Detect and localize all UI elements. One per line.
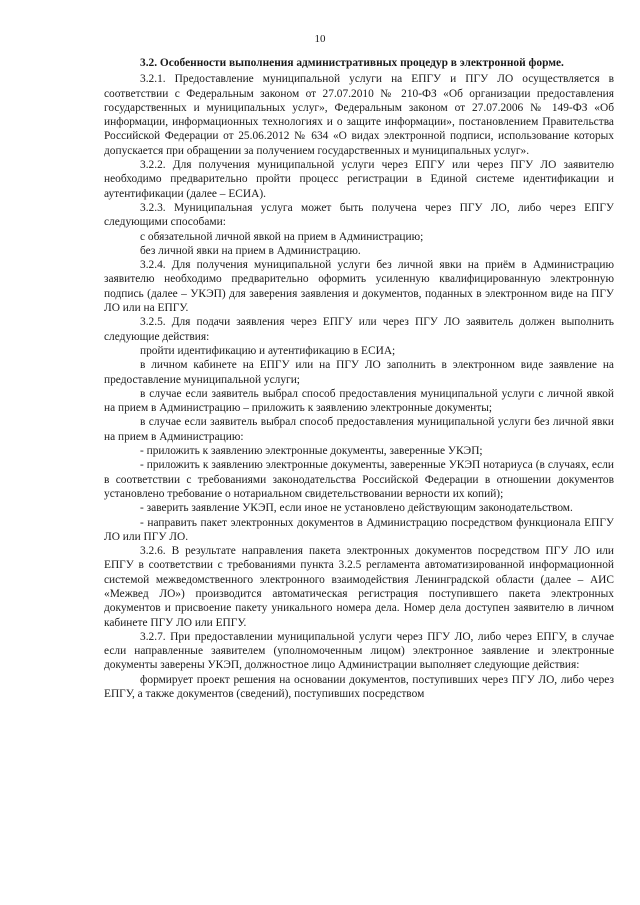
section-heading: 3.2. Особенности выполнения административных процедур в электронной форме.	[140, 57, 564, 69]
list-item-draft-decision: формирует проект решения на основании документов, поступивших через ПГУ ЛО, либо через ЕПГУ, а также документов (сведений), поступивших посредством	[104, 673, 614, 701]
list-item-with-visit-docs: в случае если заявитель выбрал способ предоставления муниципальной услуги с личной явкой на прием в Администрацию – приложить к заявлению электронные документы;	[104, 387, 614, 415]
paragraph-3-2-2: 3.2.2. Для получения муниципальной услуги через ЕПГУ или через ПГУ ЛО заявителю необходимо предварительно пройти процесс регистрации в Единой системе идентификации и аутентификации (далее – ЕСИА).	[104, 159, 614, 200]
paragraph-3-2-1: 3.2.1. Предоставление муниципальной услуги на ЕПГУ и ПГУ ЛО осуществляется в соответствии с Федеральным законом от 27.07.2010 № 210-ФЗ «Об организации предоставления государственных и муниципальных услуг», Федеральным законом от 27.07.2006 № 149-ФЗ «Об информации, информационных технологиях и о защите информации», постановлением Правительства Российской Федерации от 25.06.2012 № 634 «О видах электронной подписи, использование которых допускается при обращении за получением государственных и муниципальных услуг».	[104, 73, 614, 157]
paragraph-3-2-7: 3.2.7. При предоставлении муниципальной услуги через ПГУ ЛО, либо через ЕПГУ, в случае если направленные заявителем (уполномоченным лицом) электронное заявление и электронные документы заверены УКЭП, должностное лицо Администрации выполняет следующие действия:	[104, 630, 614, 672]
dash-item-attach-ukep: - приложить к заявлению электронные документы, заверенные УКЭП;	[140, 445, 483, 458]
document-body	[104, 56, 614, 701]
list-item-without-visit: без личной явки на прием в Администрацию.	[140, 244, 361, 257]
page-number: 10	[314, 33, 326, 45]
list-item-fill-form: в личном кабинете на ЕПГУ или на ПГУ ЛО заполнить в электронном виде заявление на предоставление муниципальной услуги;	[104, 359, 614, 386]
list-item-without-visit-docs: в случае если заявитель выбрал способ предоставления муниципальной услуги без личной явки на прием в Администрацию:	[104, 416, 614, 443]
list-item-esia: пройти идентификацию и аутентификацию в ЕСИА;	[140, 344, 396, 357]
list-item-with-visit: с обязательной личной явкой на прием в Администрацию;	[140, 230, 424, 243]
dash-item-send-package: - направить пакет электронных документов в Администрацию посредством функционала ЕПГУ ЛО или ПГУ ЛО.	[104, 516, 614, 543]
dash-item-sign-application: - заверить заявление УКЭП, если иное не установлено действующим законодательством.	[140, 502, 573, 515]
paragraph-3-2-4: 3.2.4. Для получения муниципальной услуги без личной явки на приём в Администрацию заявителю необходимо предварительно оформить усиленную квалифицированную электронную подпись (далее – УКЭП) для заверения заявления и документов, поданных в электронном виде на ПГУ ЛО или на ЕПГУ.	[104, 259, 614, 315]
paragraph-3-2-3: 3.2.3. Муниципальная услуга может быть получена через ПГУ ЛО, либо через ЕПГУ следующими способами:	[104, 201, 614, 229]
paragraph-3-2-5: 3.2.5. Для подачи заявления через ЕПГУ или через ПГУ ЛО заявитель должен выполнить следующие действия:	[104, 316, 614, 343]
paragraph-3-2-6: 3.2.6. В результате направления пакета электронных документов посредством ПГУ ЛО или ЕПГУ в соответствии с требованиями пункта 3.2.5 регламента автоматизированной информационной системой межведомственного электронного взаимодействия Ленинградской области (далее – АИС «Межвед ЛО») производится автоматическая регистрация поступившего пакета электронных документов и присвоение пакету уникального номера дела. Номер дела доступен заявителю в личном кабинете ПГУ ЛО или ЕПГУ.	[104, 545, 614, 629]
dash-item-attach-notary: - приложить к заявлению электронные документы, заверенные УКЭП нотариуса (в случаях, если в соответствии с требованиями законодательства Российской Федерации в отношении документов установлено требование о нотариальном свидетельствовании верности их копий);	[104, 459, 614, 500]
